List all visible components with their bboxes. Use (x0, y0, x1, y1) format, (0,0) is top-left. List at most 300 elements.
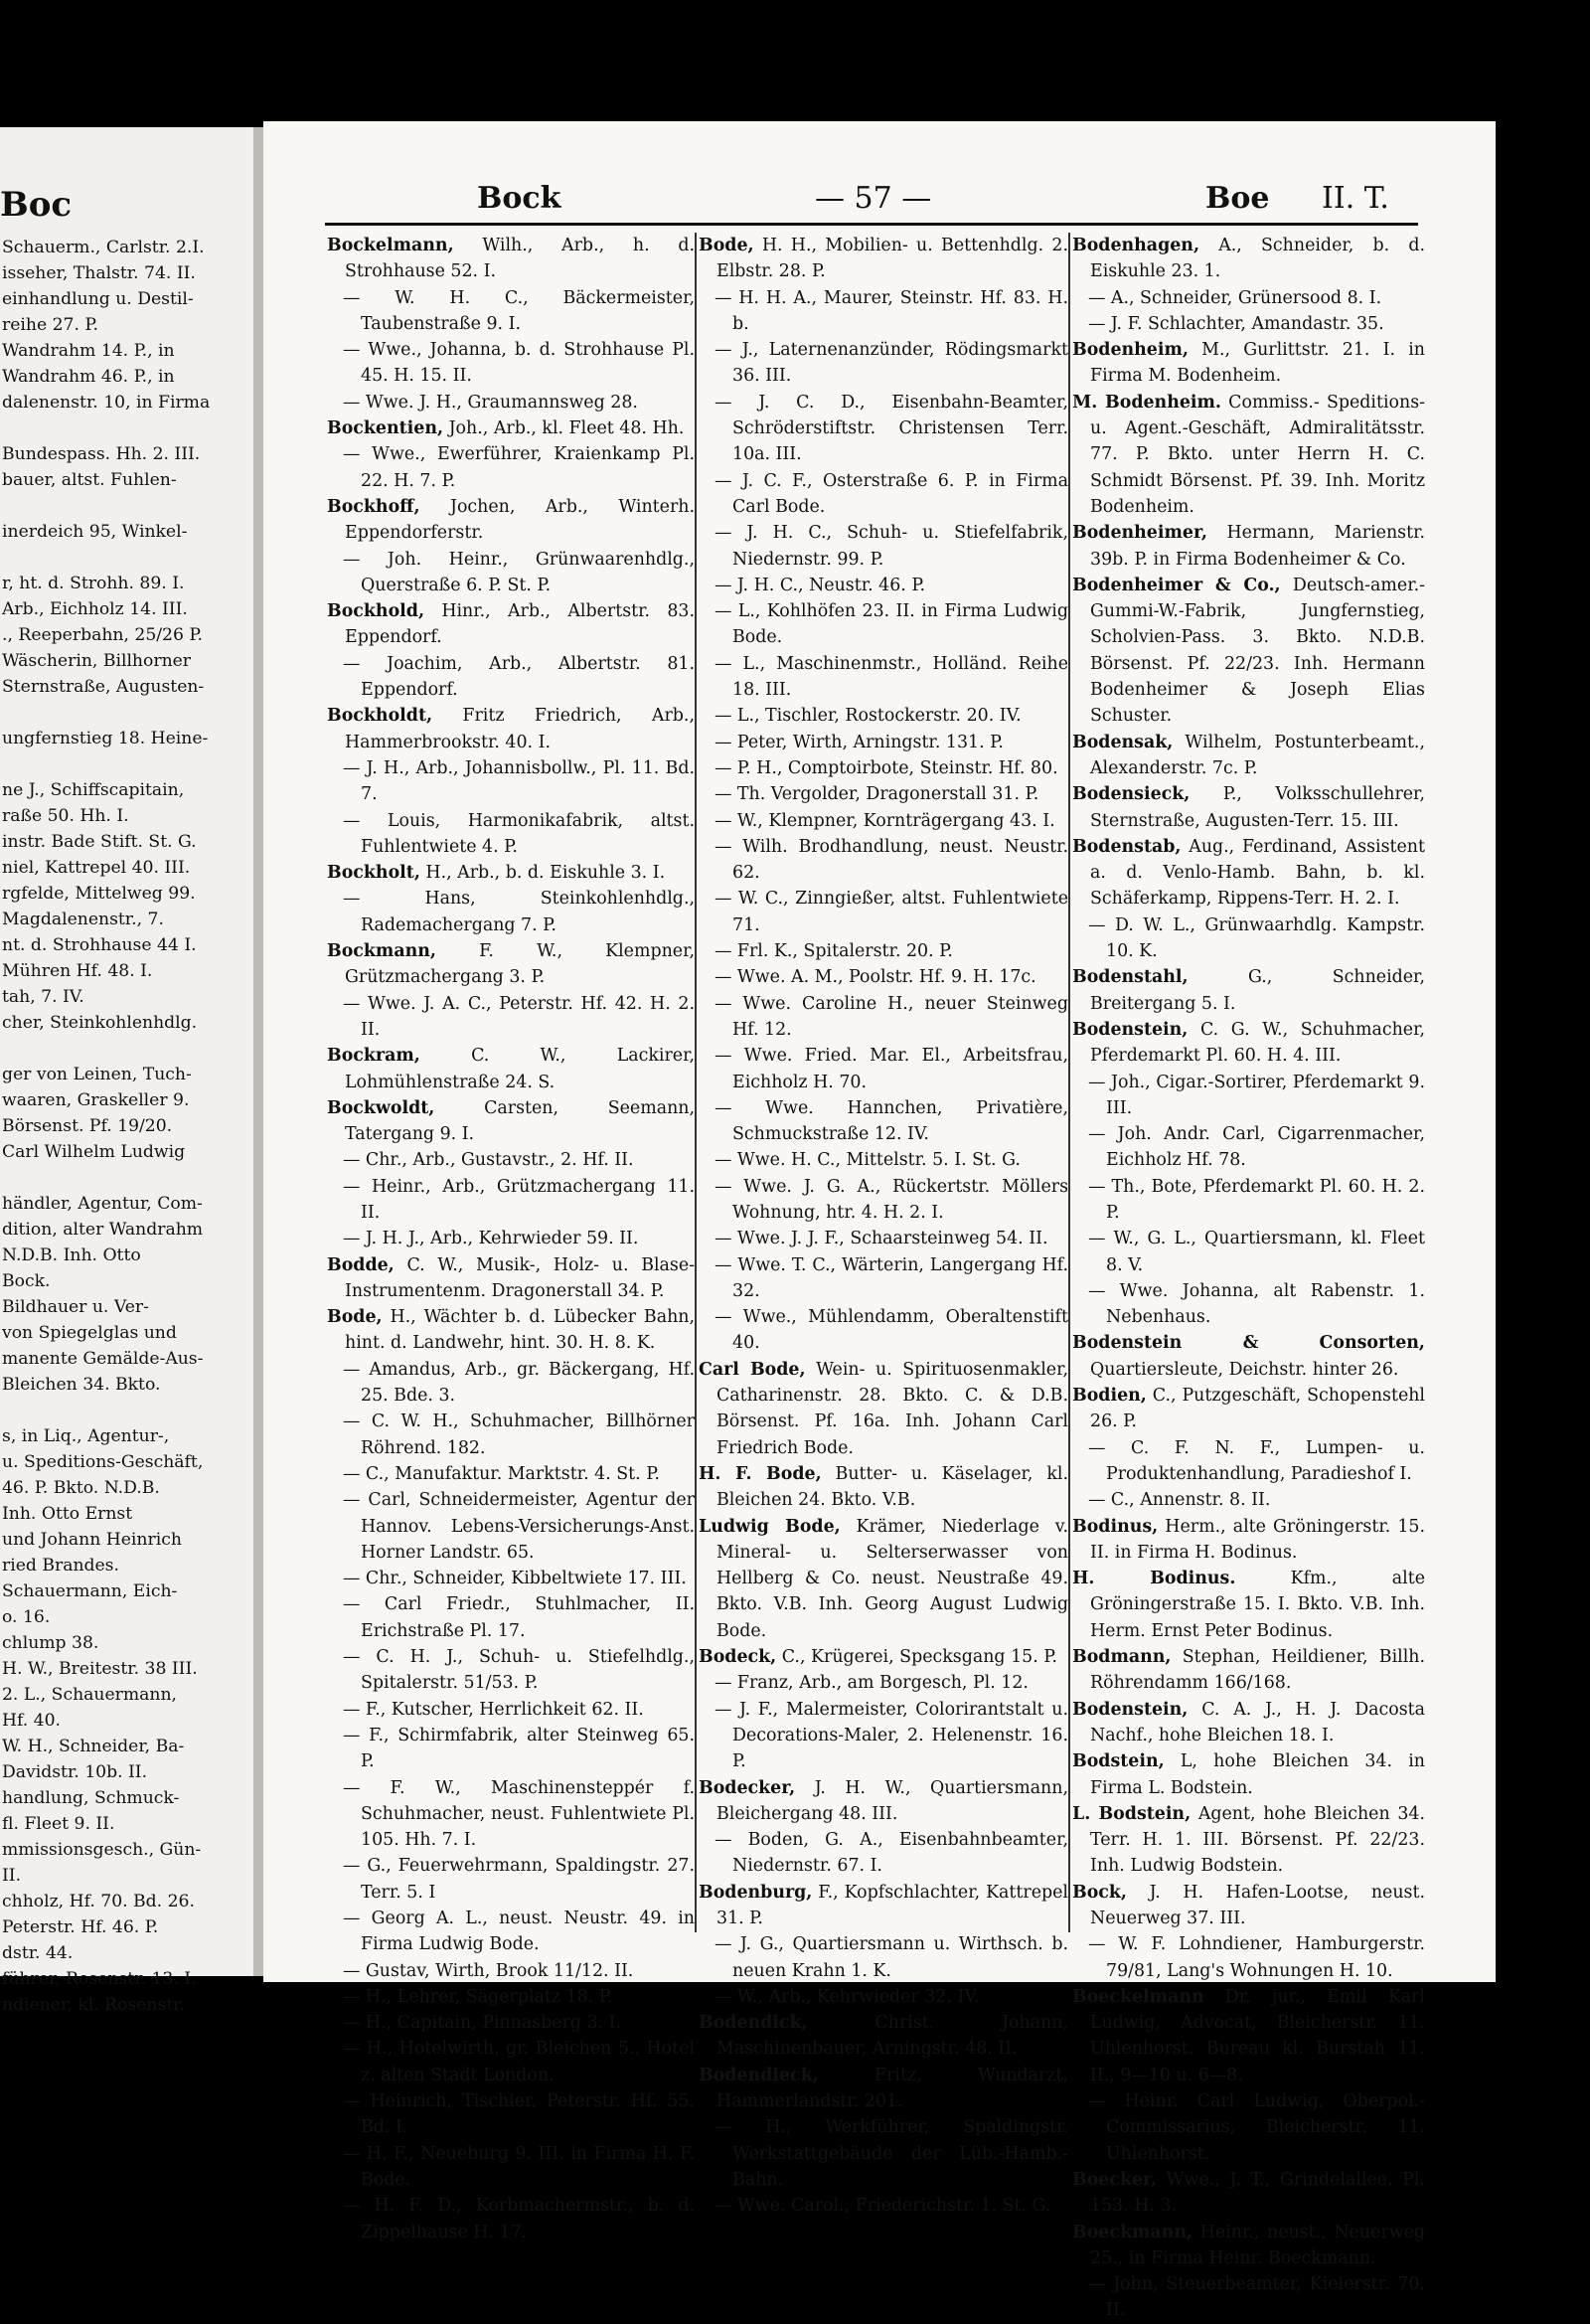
left-page-line: händler, Agentur, Com- (2, 1194, 203, 1214)
directory-entry (327, 441, 695, 494)
directory-entry (699, 598, 1068, 651)
directory-entry (1072, 233, 1425, 285)
entry-details: Kfm., alte Gröningerstraße 15. I. Bkto. V.B. Inh. Herm. Ernst Peter Bodinus. (1090, 1569, 1425, 1641)
directory-entry (699, 2193, 1068, 2219)
column-2 (699, 233, 1068, 2220)
entry-surname: L. Bodstein, (1072, 1803, 1192, 1824)
left-page-line: ., Reeperbahn, 25/26 P. (2, 625, 203, 645)
entry-details: H. H., Mobilien- u. Bettenhdlg. 2. Elbstr. 28. P. (716, 236, 1068, 282)
directory-page (263, 121, 1496, 2321)
left-page-line: Schauermann, Eich- (2, 1581, 178, 1601)
entry-details: — F., Schirmfabrik, alter Steinweg 65. P. (343, 1725, 695, 1772)
entry-surname: Bodmann, (1072, 1647, 1172, 1668)
entry-details: — Wwe. J. J. F., Schaarsteinweg 54. II. (715, 1229, 1048, 1249)
entry-surname: Bodstein, (1072, 1751, 1165, 1772)
entry-surname: Bodensieck, (1072, 784, 1191, 805)
left-page-line: Wandrahm 46. P., in (2, 367, 175, 387)
left-page-line: Arb., Eichholz 14. III. (2, 599, 188, 619)
entry-details: — Wwe. T. C., Wärterin, Langergang Hf. 32. (715, 1254, 1068, 1301)
entry-details: F. W., Klempner, Grützmachergang 3. P. (345, 941, 695, 988)
directory-entry (327, 755, 695, 808)
entry-details: — J. F. Schlachter, Amandastr. 35. (1088, 313, 1384, 334)
entry-details: P., Volksschullehrer, Sternstraße, Augusten-Terr. 15. III. (1090, 784, 1425, 831)
entry-details: — W., Arb., Kehrwieder 32. IV. (715, 1986, 980, 2007)
entry-surname: Bode, (699, 236, 754, 255)
directory-entry (699, 520, 1068, 573)
entry-details: — J. H. C., Schuh- u. Stiefelfabrik, Niedernstr. 99. P. (715, 523, 1068, 570)
directory-entry (327, 415, 695, 441)
entry-details: — W. H. C., Bäckermeister, Taubenstraße 9. I. (343, 287, 695, 334)
entry-surname: Bodenheimer, (1072, 523, 1207, 544)
entry-details: — Wwe., Johanna, b. d. Strohhause Pl. 45. H. 15. II. (343, 340, 695, 387)
left-page-line: und Johann Heinrich (2, 1530, 182, 1550)
entry-details: — A., Schneider, Grünersood 8. I. (1088, 287, 1382, 308)
directory-entry (1072, 964, 1425, 1017)
directory-entry (327, 2193, 695, 2245)
directory-entry (1072, 1435, 1425, 1488)
left-page-line (2, 545, 250, 571)
directory-entry (1072, 1514, 1425, 1567)
left-page-line: Bildhauer u. Ver- (2, 1297, 149, 1317)
left-page-line: isseher, Thalstr. 74. II. (2, 263, 196, 283)
entry-surname: M. Bodenheim. (1072, 392, 1221, 413)
entry-details: H., Arb., b. d. Eiskuhle 3. I. (419, 863, 666, 884)
entry-details: Aug., Ferdinand, Assistent a. d. Venlo-Hamb. Bahn, b. kl. Schäferkamp, Rippens-Terr. H. 2. I. (1090, 836, 1425, 910)
entry-details: — Carl, Schneidermeister, Agentur der Hannov. Lebens-Versicherungs-Anst. Horner Landstr. 65. (343, 1490, 695, 1563)
left-page-line: einhandlung u. Destil- (2, 289, 194, 309)
entry-details: — Wwe. Caroline H., neuer Steinweg Hf. 12. (715, 993, 1068, 1040)
entry-details: C. W., Musik-, Holz- u. Blase-Instrumentenm. Dragonerstall 34. P. (345, 1254, 695, 1301)
entry-details: C. A. J., H. J. Dacosta Nachf., hohe Bleichen 18. I. (1090, 1699, 1425, 1745)
entry-details: — Hans, Steinkohlenhdlg., Rademachergang 7. P. (343, 889, 695, 935)
left-page-line: Börsenst. Pf. 19/20. (2, 1116, 173, 1136)
entry-surname: Bodenburg, (699, 1882, 813, 1903)
left-page-line: Schauerm., Carlstr. 2.I. (2, 238, 205, 257)
left-page-line (2, 415, 250, 441)
left-page-line: H. W., Breitestr. 38 III. (2, 1659, 198, 1679)
entry-details: — J., Laternenanzünder, Rödingsmarkt 36. III. (715, 340, 1068, 387)
directory-entry (1072, 1017, 1425, 1070)
directory-entry (327, 1226, 695, 1251)
left-page-fragment (0, 127, 253, 2015)
entry-details: — H., Hotelwirth, gr. Bleichen 5., Hotel z. alten Stadt London. (343, 2039, 695, 2085)
entry-details: — J. H., Arb., Johannisbollw., Pl. 11. Bd. 7. (343, 757, 695, 805)
left-page-line: Hf. 40. (2, 1711, 61, 1731)
directory-entry (327, 1409, 695, 1461)
directory-entry (1072, 1278, 1425, 1331)
directory-entry (699, 233, 1068, 285)
entry-details: Dr. jur., Emil Karl Ludwig, Advocat, Bleicherstr. 11. Uhlenhorst. Bureau kl. Burstah 11. II., 9—10 u. 6—8. (1090, 1986, 1425, 2085)
left-page-line: mmissionsgesch., Gün- (2, 1840, 202, 1860)
entry-details: — H., Werkführer, Spaldingstr. Werkstattgebäude der Lüb.-Hamb.-Bahn. (715, 2117, 1068, 2190)
directory-entry (699, 1252, 1068, 1305)
entry-details: — Peter, Wirth, Arningstr. 131. P. (715, 732, 1004, 752)
directory-entry (699, 1226, 1068, 1251)
entry-details: Fritz, Wundarzt, Hammerlandstr. 201. (716, 2065, 1068, 2112)
directory-entry (1072, 2088, 1425, 2167)
entry-surname: Bodenstein, (1072, 1699, 1189, 1720)
entry-details: — Wwe. A. M., Poolstr. Hf. 9. H. 17c. (715, 967, 1036, 988)
entry-details: — Joh., Cigar.-Sortirer, Pferdemarkt 9. III. (1088, 1072, 1425, 1118)
entry-surname: Bockhoff, (327, 496, 420, 517)
entry-details: — Amandus, Arb., gr. Bäckergang, Hf. 25. Bde. 3. (343, 1359, 695, 1407)
left-page-line (2, 1036, 250, 1062)
left-page-line: N.D.B. Inh. Otto (2, 1245, 141, 1265)
entry-details: Jochen, Arb., Winterh. Eppendorferstr. (345, 496, 695, 544)
directory-entry (327, 1304, 695, 1357)
entry-details: — H. F., Neueburg 9. III. in Firma H. F. Bode. (343, 2143, 695, 2190)
entry-details: — G., Feuerwehrmann, Spaldingstr. 27. Terr. 5. I (343, 1856, 695, 1903)
entry-details: Hinr., Arb., Albertstr. 83. Eppendorf. (345, 601, 695, 648)
entry-surname: Bodenstahl, (1072, 967, 1189, 988)
entry-surname: Bodensak, (1072, 732, 1174, 752)
directory-entry (1072, 337, 1425, 390)
entry-details: H., Wächter b. d. Lübecker Bahn, hint. d. Landwehr, hint. 30. H. 8. K. (345, 1307, 695, 1354)
entry-details: Herm., alte Gröningerstr. 15. II. in Firma H. Bodinus. (1090, 1516, 1425, 1563)
directory-entry (327, 938, 695, 991)
directory-entry (699, 1827, 1068, 1880)
entry-details: Wwe., J. T., Grindelallee. Pl. 153. H. 3. (1090, 2169, 1425, 2217)
directory-entry (699, 1514, 1068, 1644)
directory-entry (1072, 781, 1425, 834)
left-page-line: Wäscherin, Billhorner (2, 651, 192, 671)
directory-entry (699, 468, 1068, 521)
entry-details: — J. G., Quartiersmann u. Wirthsch. b. neuen Krahn 1. K. (715, 1934, 1068, 1981)
directory-entry (327, 2141, 695, 2194)
directory-entry (699, 964, 1068, 990)
entry-details: Wein- u. Spirituosenmakler, Catharinenstr. 28. Bkto. C. & D.B. Börsenst. Pf. 16a. Inh. Johann Carl Friedrich Bode. (716, 1359, 1069, 1458)
directory-entry (699, 938, 1068, 964)
entry-details: — Joachim, Arb., Albertstr. 81. Eppendorf. (343, 653, 695, 701)
entry-surname: Bockram, (327, 1046, 420, 1067)
entry-surname: Boeckelmann (1072, 1986, 1204, 2007)
directory-entry (327, 1487, 695, 1566)
entry-details: Stephan, Heildiener, Billh. Röhrendamm 166/168. (1090, 1647, 1425, 1694)
directory-entry (699, 1147, 1068, 1173)
entry-details: — Frl. K., Spitalerstr. 20. P. (715, 941, 953, 962)
header-rule (325, 223, 1418, 226)
left-page-line: reihe 27. P. (2, 315, 98, 335)
entry-details: Agent, hohe Bleichen 34. Terr. H. 1. III. Börsenst. Pf. 22/23. Inh. Ludwig Bodstein. (1090, 1803, 1425, 1877)
entry-surname: H. F. Bode, (699, 1463, 822, 1484)
left-page-line: Inh. Otto Ernst (2, 1504, 133, 1524)
entry-details: Commiss.- Speditions- u. Agent.-Geschäft, Admiralitätsstr. 77. P. Bkto. unter Herrn H. C. Schmidt Börsenst. Pf. 39. Inh. Moritz Bodenheim. (1090, 392, 1425, 517)
entry-details: — Georg A. L., neust. Neustr. 49. in Firma Ludwig Bode. (343, 1909, 695, 1955)
directory-entry (1072, 285, 1425, 311)
part-label: II. T. (1322, 181, 1389, 216)
directory-entry (327, 1775, 695, 1854)
directory-entry (1072, 1931, 1425, 1984)
left-page-line: ne J., Schiffscapitain, (2, 780, 185, 800)
directory-entry (327, 1591, 695, 1644)
entry-details: — John, Steuerbeamter, Kielerstr. 70. II. (1088, 2274, 1425, 2321)
left-page-line: raße 50. Hh. I. (2, 806, 129, 826)
entry-details: — Wwe. Johanna, alt Rabenstr. 1. Nebenhaus. (1088, 1280, 1425, 1328)
directory-entry (327, 1853, 695, 1906)
directory-entry (699, 390, 1068, 468)
directory-entry (327, 1958, 695, 1984)
left-page-line: ndiener, kl. Rosenstr. (2, 1995, 185, 2015)
directory-entry (327, 547, 695, 599)
directory-entry (327, 886, 695, 938)
directory-entry (1072, 573, 1425, 730)
entry-surname: Bodenheimer & Co., (1072, 575, 1281, 595)
header-right-keyword: Boe (1205, 181, 1270, 216)
entry-details: — C., Manufaktur. Marktstr. 4. St. P. (343, 1463, 660, 1484)
directory-entry (699, 1670, 1068, 1696)
directory-entry (327, 1906, 695, 1958)
entry-details: — H. H. A., Maurer, Steinstr. Hf. 83. H. b. (715, 287, 1068, 334)
entry-surname: H. Bodinus. (1072, 1569, 1236, 1589)
entry-surname: Boeckmann, (1072, 2222, 1193, 2242)
entry-details: — J. F., Malermeister, Colorirantstalt u. Decorations-Maler, 2. Helenenstr. 16. P. (715, 1699, 1068, 1772)
left-page-line: 2. L., Schauermann, (2, 1685, 177, 1705)
entry-details: — H., Lehrer, Sägerplatz 18. P. (343, 1986, 613, 2007)
left-page-line (2, 1165, 250, 1191)
directory-entry (699, 991, 1068, 1044)
left-page-line: niel, Kattrepel 40. III. (2, 858, 191, 878)
left-page-line: Bleichen 34. Bkto. (2, 1375, 161, 1395)
entry-details: — Wwe. H. C., Mittelstr. 5. I. St. G. (715, 1150, 1021, 1171)
entry-details: — H. F. D., Korbmachermstr., b. d. Zippelhause H. 17. (343, 2196, 695, 2242)
directory-entry (327, 651, 695, 704)
directory-entry (699, 285, 1068, 338)
entry-details: — Heinrich, Tischler, Peterstr. Hf. 55. Bd. I. (343, 2091, 695, 2138)
directory-entry (1072, 730, 1425, 782)
directory-entry (327, 390, 695, 415)
entry-surname: Ludwig Bode, (699, 1516, 841, 1537)
entry-surname: Bodenhagen, (1072, 236, 1200, 255)
entry-details: F., Kopfschlachter, Kattrepel 31. P. (716, 1882, 1068, 1928)
left-page-line: 46. P. Bkto. N.D.B. (2, 1478, 160, 1498)
entry-surname: Bodenstein, (1072, 1019, 1189, 1040)
entry-details: — J. C. F., Osterstraße 6. P. in Firma Carl Bode. (715, 470, 1068, 517)
entry-details: — W., G. L., Quartiersmann, kl. Fleet 8. V. (1088, 1229, 1425, 1275)
directory-entry (327, 1723, 695, 1775)
left-page-line: manente Gemälde-Aus- (2, 1349, 204, 1369)
entry-details: C. G. W., Schuhmacher, Pferdemarkt Pl. 60. H. 4. III. (1090, 1019, 1425, 1067)
left-page-line: tah, 7. IV. (2, 987, 84, 1007)
entry-surname: Bockholt, (327, 863, 420, 884)
directory-entry (327, 1357, 695, 1410)
entry-details: — J. H. J., Arb., Kehrwieder 59. II. (343, 1229, 639, 1249)
directory-entry (699, 1174, 1068, 1227)
entry-details: — Carl Friedr., Stuhlmacher, II. Erichstraße Pl. 17. (343, 1594, 695, 1641)
entry-surname: Bock, (1072, 1882, 1127, 1903)
directory-entry (327, 2088, 695, 2141)
left-page-line: Sternstraße, Augusten- (2, 677, 205, 697)
entry-details: Wilhelm, Postunterbeamt., Alexanderstr. 7c. P. (1090, 732, 1425, 778)
left-page-line: s, in Liq., Agentur-, (2, 1426, 170, 1446)
directory-entry (699, 1931, 1068, 1984)
entry-details: J. H. W., Quartiersmann, Bleichergang 48. III. (716, 1777, 1068, 1824)
directory-entry (699, 2063, 1068, 2115)
left-page-line: Carl Wilhelm Ludwig (2, 1142, 186, 1162)
left-page-header: Boc (0, 185, 73, 225)
left-page-line: nt. d. Strohhause 44 I. (2, 935, 197, 955)
directory-entry (699, 1461, 1068, 1514)
left-page-line: dition, alter Wandrahm (2, 1220, 204, 1240)
entry-details: — W., Klempner, Kornträgergang 43. I. (715, 810, 1055, 831)
directory-entry (699, 573, 1068, 598)
header-left-keyword: Bock (477, 181, 561, 216)
entry-surname: Bodeck, (699, 1647, 777, 1668)
directory-entry (1072, 1801, 1425, 1880)
entry-details: — Joh. Andr. Carl, Cigarrenmacher, Eichholz Hf. 78. (1088, 1124, 1425, 1171)
entry-surname: Bodecker, (699, 1777, 796, 1798)
entry-details: Krämer, Niederlage v. Mineral- u. Selterserwasser von Hellberg & Co. neust. Neustraße 49. Bkto. V.B. Inh. Georg August Ludwig Bode. (716, 1516, 1069, 1641)
entry-surname: Bodendick, (699, 2013, 808, 2034)
entry-details: — Wwe. J. G. A., Rückertstr. Möllers Wohnung, htr. 4. H. 2. I. (715, 1176, 1068, 1223)
entry-details: — Wwe., Ewerführer, Kraienkamp Pl. 22. H. 7. P. (343, 444, 695, 491)
directory-entry (327, 1174, 695, 1227)
entry-surname: Bodendieck, (699, 2065, 819, 2085)
directory-entry (1072, 1566, 1425, 1644)
directory-entry (699, 781, 1068, 807)
directory-entry (699, 1357, 1068, 1461)
entry-surname: Bodenstein & Consorten, (1072, 1333, 1425, 1354)
left-page-line: o. 16. (2, 1607, 51, 1627)
directory-entry (1072, 1880, 1425, 1932)
left-page-line: von Spiegelglas und (2, 1323, 177, 1343)
entry-details: — Wwe. Fried. Mar. El., Arbeitsfrau, Eichholz H. 70. (715, 1046, 1068, 1092)
page-header (263, 181, 1496, 221)
entry-details: — L., Kohlhöfen 23. II. in Firma Ludwig Bode. (715, 601, 1068, 648)
left-page-line: ger von Leinen, Tuch- (2, 1065, 192, 1084)
entry-details: — J. H. C., Neustr. 46. P. (715, 575, 926, 595)
entry-surname: Bode, (327, 1307, 383, 1328)
directory-entry (699, 886, 1068, 938)
directory-entry (327, 598, 695, 651)
page-number: — 57 — (815, 181, 932, 216)
entry-surname: Bodenheim, (1072, 340, 1189, 361)
directory-entry (699, 755, 1068, 781)
directory-entry (327, 1147, 695, 1173)
entry-details: C., Krügerei, Specksgang 15. P. (776, 1647, 1057, 1668)
entry-surname: Bockelmann, (327, 236, 454, 255)
entry-details: — Chr., Arb., Gustavstr., 2. Hf. II. (343, 1150, 634, 1171)
entry-details: — Louis, Harmonikafabrik, altst. Fuhlentwiete 4. P. (343, 810, 695, 857)
directory-entry (1072, 1644, 1425, 1697)
entry-surname: Bodinus, (1072, 1516, 1159, 1537)
column-1 (327, 233, 695, 2245)
entry-surname: Bockhold, (327, 601, 425, 622)
directory-entry (1072, 390, 1425, 520)
left-page-text (2, 235, 250, 2018)
entry-details: — Wwe. Carol., Friederichstr. 1. St. G. (715, 2196, 1051, 2217)
directory-entry (327, 1566, 695, 1591)
entry-details: — C., Annenstr. 8. II. (1088, 1490, 1271, 1511)
directory-entry (699, 808, 1068, 834)
left-page-line: instr. Bade Stift. St. G. (2, 832, 197, 852)
entry-details: Quartiersleute, Deichstr. hinter 26. (1090, 1359, 1399, 1380)
entry-surname: Bockmann, (327, 941, 436, 962)
left-page-line: Bundespass. Hh. 2. III. (2, 444, 201, 464)
directory-entry (327, 337, 695, 390)
entry-details: — Th. Vergolder, Dragonerstall 31. P. (715, 784, 1039, 805)
left-page-line: dalenenstr. 10, in Firma (2, 393, 211, 413)
directory-entry (327, 494, 695, 547)
entry-details: — Wwe. Hannchen, Privatière, Schmuckstraße 12. IV. (715, 1097, 1068, 1145)
entry-details: L, hohe Bleichen 34. in Firma L. Bodstein. (1090, 1751, 1425, 1798)
entry-details: Fritz Friedrich, Arb., Hammerbrookstr. 40. I. (345, 706, 695, 752)
entry-details: C., Putzgeschäft, Schopenstehl 26. P. (1090, 1386, 1425, 1432)
directory-entry (699, 2010, 1068, 2063)
left-page-line: Davidstr. 10b. II. (2, 1762, 148, 1782)
entry-surname: Bockentien, (327, 418, 444, 439)
entry-details: Wilh., Arb., h. d. Strohhause 52. I. (345, 236, 695, 282)
directory-entry (699, 703, 1068, 729)
directory-entry (1072, 1226, 1425, 1278)
book-spine (253, 127, 263, 1976)
directory-entry (699, 337, 1068, 390)
entry-details: — W. F. Lohndiener, Hamburgerstr. 79/81, Lang's Wohnungen H. 10. (1088, 1934, 1425, 1981)
entry-details: — Joh. Heinr., Grünwaarenhdlg., Querstraße 6. P. St. P. (343, 549, 695, 595)
directory-entry (327, 2010, 695, 2036)
directory-entry (1072, 1748, 1425, 1801)
left-page-line (2, 700, 250, 726)
entry-details: — C. H. J., Schuh- u. Stiefelhdlg., Spitalerstr. 51/53. P. (343, 1647, 695, 1694)
entry-surname: Bockholdt, (327, 706, 433, 727)
left-page-line: handlung, Schmuck- (2, 1788, 180, 1808)
directory-entry (1072, 2167, 1425, 2220)
directory-entry (699, 651, 1068, 704)
directory-entry (699, 1304, 1068, 1357)
directory-entry (699, 1043, 1068, 1095)
directory-entry (1072, 1330, 1425, 1383)
left-page-line: cher, Steinkohlenhdlg. (2, 1013, 198, 1033)
entry-details: Christ. Johann, Maschinenbauer, Arningstr. 48. II. (716, 2013, 1068, 2060)
entry-details: — Chr., Schneider, Kibbeltwiete 17. III. (343, 1569, 687, 1589)
directory-entry (699, 1095, 1068, 1148)
column-separator (1068, 233, 1070, 1932)
left-page-line: II. (2, 1866, 22, 1886)
entry-details: — J. C. D., Eisenbahn-Beamter, Schröderstiftstr. Christensen Terr. 10a. III. (715, 392, 1068, 465)
entry-details: — Wwe., Mühlendamm, Oberaltenstift 40. (715, 1307, 1068, 1354)
entry-details: — F. W., Maschinensteppér f. Schuhmacher, neust. Fuhlentwiete Pl. 105. Hh. 7. I. (343, 1777, 695, 1851)
column-3 (1072, 233, 1425, 2324)
left-page-line: chlump 38. (2, 1633, 99, 1653)
left-page-line: Bock. (2, 1271, 51, 1291)
directory-entry (1072, 2220, 1425, 2272)
left-page-line (2, 751, 250, 777)
left-page-line: rgfelde, Mittelweg 99. (2, 884, 196, 904)
left-page-line: W. H., Schneider, Ba- (2, 1737, 185, 1756)
entry-details: — D. W. L., Grünwaarhdlg. Kampstr. 10. K. (1088, 914, 1425, 962)
directory-entry (327, 1252, 695, 1305)
directory-entry (327, 991, 695, 1044)
entry-details: — C. W. H., Schuhmacher, Billhörner Röhrend. 182. (343, 1411, 695, 1458)
directory-entry (1072, 2271, 1425, 2324)
entry-details: Heinr., neust., Neuerweg 25., in Firma Heinr. Boeckmann. (1090, 2222, 1425, 2268)
directory-entry (699, 834, 1068, 887)
left-page-line: ried Brandes. (2, 1556, 119, 1576)
entry-details: — Boden, G. A., Eisenbahnbeamter, Niedernstr. 67. I. (715, 1830, 1068, 1877)
left-page-line: bauer, altst. Fuhlen- (2, 470, 177, 490)
directory-entry (327, 233, 695, 285)
entry-surname: Boecker, (1072, 2169, 1158, 2190)
directory-entry (327, 1984, 695, 2010)
left-page-line: führer, Rosenstr. 13. I. (2, 1969, 197, 1989)
directory-entry (699, 1984, 1068, 2010)
directory-entry (327, 285, 695, 338)
entry-details: A., Schneider, b. d. Eiskuhle 23. 1. (1090, 236, 1425, 282)
entry-details: — Gustav, Wirth, Brook 11/12. II. (343, 1960, 634, 1981)
directory-entry (1072, 1070, 1425, 1122)
directory-entry (1072, 311, 1425, 337)
entry-details: Hermann, Marienstr. 39b. P. in Firma Bodenheimer & Co. (1090, 523, 1425, 570)
left-page-line (2, 1398, 250, 1423)
